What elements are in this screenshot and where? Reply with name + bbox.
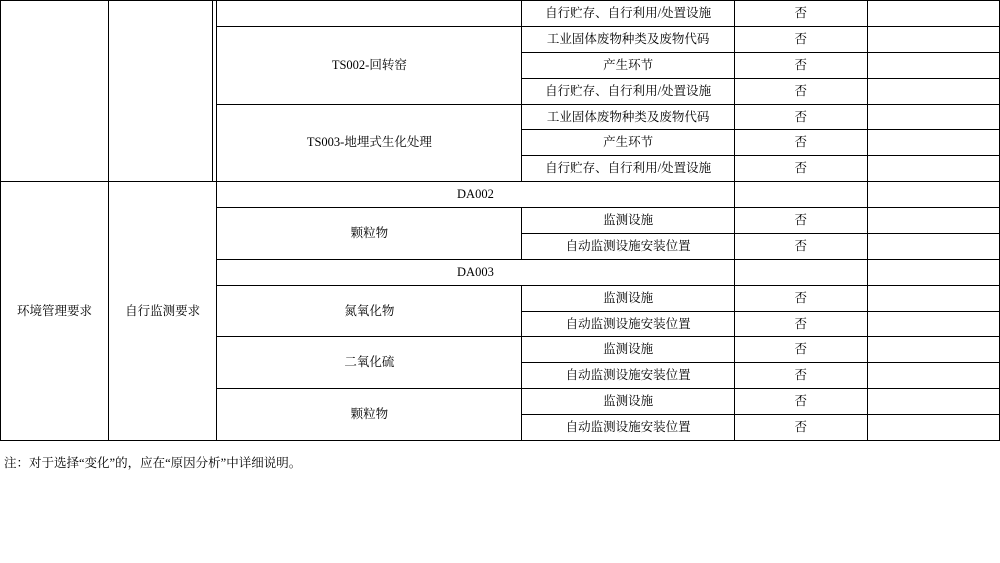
cell-change-status: 否 (734, 233, 867, 259)
cell-change-status: 否 (734, 389, 867, 415)
cell-reason-blank (867, 311, 999, 337)
cell-item: 自行贮存、自行利用/处置设施 (522, 1, 734, 27)
cell-change-status: 否 (734, 104, 867, 130)
cell-facility-ts003: TS003-地埋式生化处理 (217, 104, 522, 182)
cell-item: 监测设施 (522, 208, 734, 234)
cell-change-status: 否 (734, 337, 867, 363)
cell-reason-blank (867, 363, 999, 389)
cell-item: 监测设施 (522, 337, 734, 363)
cell-change-status: 否 (734, 415, 867, 441)
cell-item: 自动监测设施安装位置 (522, 415, 734, 441)
cell-facility-ts002: TS002-回转窑 (217, 26, 522, 104)
cell-change-status: 否 (734, 78, 867, 104)
cell-change-status: 否 (734, 130, 867, 156)
cell-reason-blank (867, 389, 999, 415)
cell-change-status: 否 (734, 208, 867, 234)
cell-reason-blank (867, 130, 999, 156)
cell-reason-blank (867, 78, 999, 104)
cell-item: 工业固体废物种类及废物代码 (522, 104, 734, 130)
cell-subcategory-self-monitoring: 自行监测要求 (109, 182, 217, 441)
cell-reason-blank (867, 285, 999, 311)
cell-item: 产生环节 (522, 130, 734, 156)
cell-reason-blank (867, 26, 999, 52)
cell-pollutant-nox: 氮氧化物 (217, 285, 522, 337)
cell-pollutant-particulate-2: 颗粒物 (217, 389, 522, 441)
cell-change-status: 否 (734, 311, 867, 337)
cell-category-blank (1, 1, 109, 182)
cell-pollutant-particulate-1: 颗粒物 (217, 208, 522, 260)
cell-reason-blank (867, 182, 999, 208)
cell-reason-blank (867, 1, 999, 27)
cell-subcategory-blank (109, 1, 213, 182)
cell-change-status-blank (734, 259, 867, 285)
cell-item: 自行贮存、自行利用/处置设施 (522, 78, 734, 104)
cell-item: 工业固体废物种类及废物代码 (522, 26, 734, 52)
cell-item: 监测设施 (522, 389, 734, 415)
cell-pollutant-so2: 二氧化硫 (217, 337, 522, 389)
cell-reason-blank (867, 259, 999, 285)
cell-outlet-da002: DA002 (217, 182, 735, 208)
cell-change-status-blank (734, 182, 867, 208)
cell-facility-blank (217, 1, 522, 27)
cell-change-status: 否 (734, 156, 867, 182)
cell-change-status: 否 (734, 26, 867, 52)
cell-outlet-da003: DA003 (217, 259, 735, 285)
cell-item: 监测设施 (522, 285, 734, 311)
table-row (1, 182, 1000, 208)
cell-item: 自行贮存、自行利用/处置设施 (522, 156, 734, 182)
cell-reason-blank (867, 52, 999, 78)
cell-change-status: 否 (734, 52, 867, 78)
cell-reason-blank (867, 156, 999, 182)
cell-reason-blank (867, 233, 999, 259)
cell-item: 自动监测设施安装位置 (522, 311, 734, 337)
cell-change-status: 否 (734, 285, 867, 311)
cell-reason-blank (867, 415, 999, 441)
cell-reason-blank (867, 104, 999, 130)
table-footnote: 注：对于选择“变化”的，应在“原因分析”中详细说明。 (4, 455, 302, 470)
cell-item: 自动监测设施安装位置 (522, 233, 734, 259)
cell-item: 产生环节 (522, 52, 734, 78)
cell-change-status: 否 (734, 363, 867, 389)
cell-reason-blank (867, 337, 999, 363)
table-row (1, 1, 1000, 27)
cell-item: 自动监测设施安装位置 (522, 363, 734, 389)
cell-reason-blank (867, 208, 999, 234)
cell-category-env-management: 环境管理要求 (1, 182, 109, 441)
cell-change-status: 否 (734, 1, 867, 27)
